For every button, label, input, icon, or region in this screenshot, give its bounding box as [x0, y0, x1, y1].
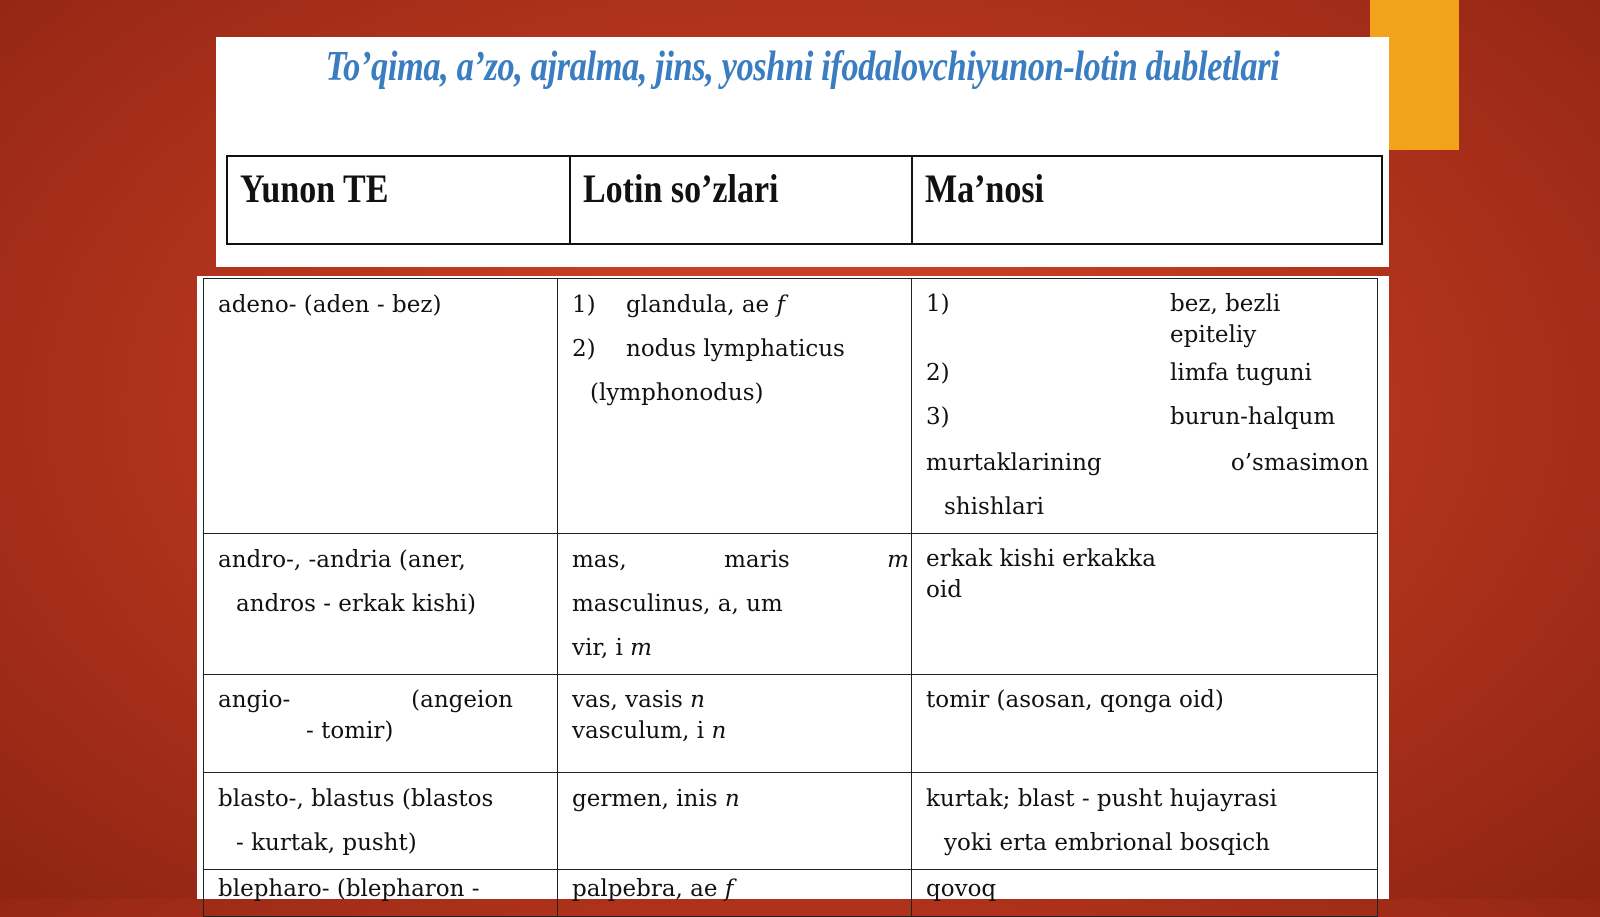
- meaning-line: kurtak; blast - pusht hujayrasi: [926, 786, 1277, 812]
- latin-item: [572, 283, 903, 327]
- title-panel: [216, 37, 1389, 267]
- header-cell-greek: [227, 156, 570, 244]
- meaning-cell: [912, 870, 1378, 917]
- greek-term: adeno- (aden - bez): [218, 292, 442, 318]
- meaning-cell: [912, 773, 1378, 870]
- meaning-item: [926, 283, 1369, 351]
- greek-cell: [204, 870, 558, 917]
- latin-item: masculinus, a, um: [572, 591, 783, 617]
- meaning-line: oid: [926, 577, 962, 603]
- greek-term: - kurtak, pusht): [236, 830, 417, 856]
- meaning-line: tomir (asosan, qonga oid): [926, 687, 1224, 713]
- latin-word: maris: [724, 547, 790, 573]
- item-number: 1): [926, 291, 950, 317]
- greek-word: (angeion: [411, 687, 513, 713]
- meaning-text: murtaklarining: [926, 450, 1102, 476]
- meaning-line: bez, bezli: [1170, 291, 1281, 317]
- table-row: [204, 773, 1378, 870]
- latin-word: glandula, ae: [626, 292, 770, 318]
- greek-cell: [204, 534, 558, 675]
- meaning-cell: [912, 675, 1378, 773]
- header-cell-latin: [570, 156, 912, 244]
- latin-word: vas, vasis: [572, 687, 683, 713]
- latin-word: palpebra, ae: [572, 876, 718, 902]
- latin-item: [572, 777, 903, 821]
- latin-item: (lymphonodus): [590, 380, 764, 406]
- slide-title: To’qima, a’zo, ajralma, jins, yoshni ifodalovchiyunon-lotin dubletlari: [325, 44, 1280, 90]
- header-meaning: Ma’nosi: [925, 166, 1044, 211]
- item-number: 3): [926, 404, 950, 430]
- greek-word: angio-: [218, 687, 291, 713]
- meaning-text: burun-halqum: [1170, 404, 1336, 430]
- greek-term: blasto-, blastus (blastos: [218, 786, 494, 812]
- meaning-line: epiteliy: [1170, 322, 1257, 348]
- greek-term: andro-, -andria (aner,: [218, 547, 466, 573]
- latin-item: [572, 874, 903, 904]
- table-row: [204, 534, 1378, 675]
- latin-item: [572, 538, 909, 582]
- gender-mark: m: [630, 635, 652, 661]
- greek-term: andros - erkak kishi): [236, 591, 477, 617]
- table-row: [204, 870, 1378, 917]
- greek-term: [218, 685, 549, 716]
- item-number: 2): [572, 336, 596, 362]
- latin-cell: [558, 870, 912, 917]
- meaning-item: shishlari: [944, 494, 1045, 520]
- greek-word: - tomir): [306, 718, 394, 744]
- latin-cell: [558, 773, 912, 870]
- gender-mark: f: [776, 292, 785, 318]
- header-greek: Yunon TE: [240, 166, 389, 211]
- latin-cell: [558, 675, 912, 773]
- meaning-item: [926, 351, 1369, 395]
- greek-cell: [204, 773, 558, 870]
- header-cell-meaning: [912, 156, 1382, 244]
- meaning-line: qovoq: [926, 876, 997, 902]
- latin-word: vasculum, i: [572, 718, 705, 744]
- greek-cell: [204, 675, 558, 773]
- latin-cell: [558, 534, 912, 675]
- gender-mark: n: [724, 786, 740, 812]
- greek-term: blepharo- (blepharon -: [218, 876, 480, 902]
- gender-mark: f: [724, 876, 734, 902]
- gender-mark: n: [690, 687, 705, 713]
- gender-mark: m: [887, 547, 909, 573]
- latin-word: mas,: [572, 547, 627, 573]
- meaning-cell: [912, 534, 1378, 675]
- latin-item: [572, 626, 909, 670]
- gender-mark: n: [711, 718, 727, 744]
- latin-item: [572, 685, 903, 716]
- meaning-text: o’smasimon: [1230, 450, 1369, 476]
- terms-table: [203, 278, 1378, 917]
- latin-word: germen, inis: [572, 786, 718, 812]
- latin-cell: [558, 279, 912, 534]
- table-row: [204, 675, 1378, 773]
- latin-word: nodus lymphaticus: [626, 336, 845, 362]
- meaning-cell: [912, 279, 1378, 534]
- meaning-line: erkak kishi erkakka: [926, 546, 1156, 572]
- meaning-line: yoki erta embrional bosqich: [944, 830, 1270, 856]
- item-number: 1): [572, 292, 596, 318]
- latin-item: [572, 716, 903, 747]
- greek-cell: [204, 279, 558, 534]
- header-row: [227, 156, 1382, 244]
- header-table: [226, 155, 1383, 245]
- meaning-text: [1170, 289, 1280, 351]
- meaning-item: [926, 395, 1369, 439]
- latin-item: [572, 327, 903, 371]
- latin-word: vir, i: [572, 635, 623, 661]
- meaning-item: [926, 439, 1369, 485]
- header-latin: Lotin so’zlari: [583, 166, 779, 211]
- table-panel: [197, 276, 1389, 902]
- item-number: 2): [926, 360, 950, 386]
- table-row: [204, 279, 1378, 534]
- meaning-text: limfa tuguni: [1170, 360, 1312, 386]
